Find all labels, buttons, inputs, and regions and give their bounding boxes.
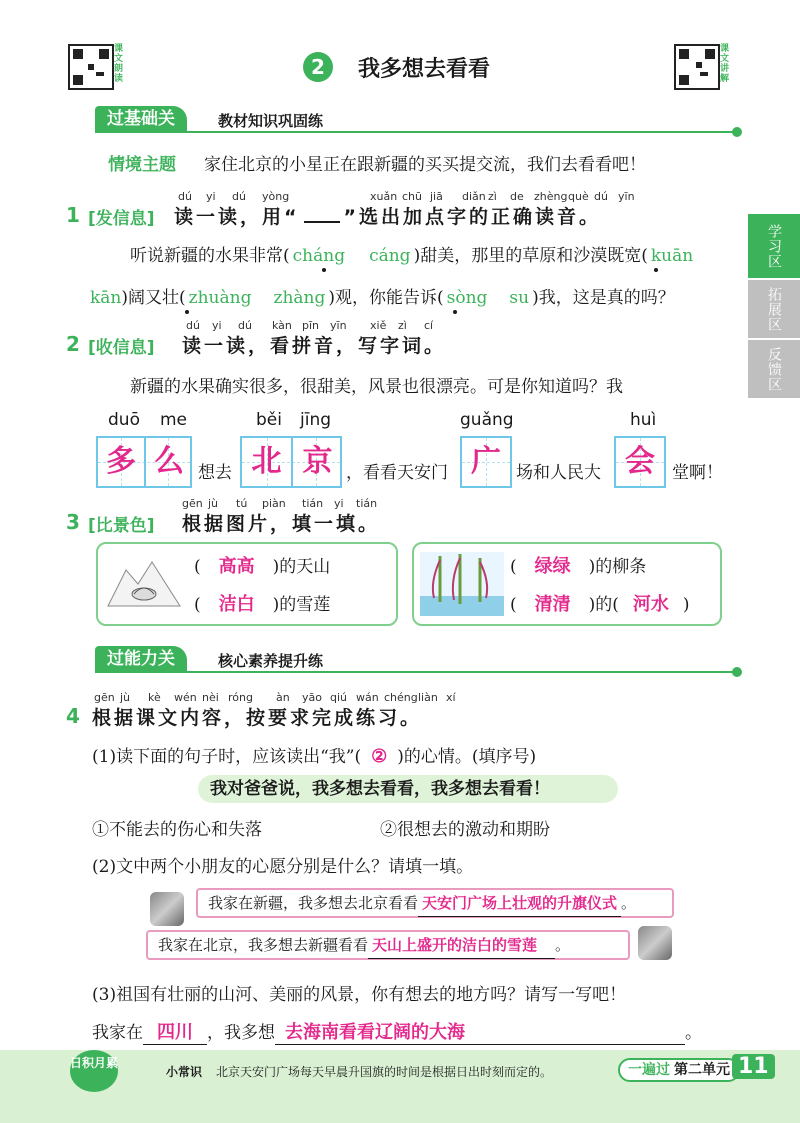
char-guang[interactable]: 广 <box>471 444 501 479</box>
text: )的柳条 <box>588 557 647 577</box>
section-basic-subtitle: 教材知识巩固练 <box>218 112 324 130</box>
section-dot-icon <box>732 127 742 137</box>
text: ) <box>682 595 690 615</box>
pinyin-syllable: kè <box>148 691 161 704</box>
char-hui[interactable]: 会 <box>625 444 655 479</box>
pinyin-bei: běi <box>256 410 282 430</box>
text: 。 <box>555 936 571 954</box>
question-2-tag: [收信息] <box>88 338 155 358</box>
pinyin-syllable: tián <box>302 497 324 510</box>
pinyin-syllable: xí <box>446 691 456 704</box>
text: 我家在 <box>92 1023 143 1043</box>
section-ability-tab: 过能力关 <box>95 646 187 672</box>
pinyin-duo: duō <box>108 410 140 430</box>
question-4-number: 4 <box>66 704 80 728</box>
answer-qingqing[interactable]: 清清 <box>534 594 571 615</box>
char-duo[interactable]: 多 <box>106 444 136 479</box>
heshui-line: ( 清清 )的( 河水 ) <box>510 594 690 615</box>
pinyin-syllable: dú <box>186 319 200 332</box>
scenario-text: 家住北京的小星正在跟新疆的买买提交流，我们去看看吧！ <box>204 155 646 175</box>
option-1[interactable]: ①不能去的伤心和失落 <box>92 820 262 840</box>
text: )观，你能告诉( <box>328 288 444 308</box>
pinyin-syllable: jù <box>208 497 219 510</box>
part-1-prompt <box>92 742 536 767</box>
answer-lvlv[interactable]: 绿绿 <box>534 556 571 577</box>
question-1-number: 1 <box>66 203 80 227</box>
pinyin-syllable: cí <box>424 319 434 332</box>
answer-gaogao[interactable]: 高高 <box>218 556 255 577</box>
tianshan-line: ( 高高 )的天山 <box>194 556 331 577</box>
text-kankan-tiananmen: ，看看天安门 <box>346 463 448 483</box>
pinyin-syllable: xiě <box>370 319 387 332</box>
answer-heshui[interactable]: 河水 <box>632 594 669 615</box>
text: 。 <box>621 894 637 912</box>
char-jing[interactable]: 京 <box>302 444 333 479</box>
pinyin-syllable: dú <box>178 190 192 203</box>
child-avatar-beijing <box>638 926 672 960</box>
side-tab-extend[interactable]: 拓展区 <box>748 280 800 338</box>
text: (1)读下面的句子时，应该读出“我”( <box>92 747 362 767</box>
pinyin-syllable: piàn <box>262 497 286 510</box>
text: )的雪莲 <box>272 595 331 615</box>
pinyin-syllable: yīn <box>618 190 635 203</box>
answer-jiebai[interactable]: 洁白 <box>218 594 255 615</box>
lesson-number: 2 <box>303 52 333 82</box>
text-xiangqu: 想去 <box>198 463 232 483</box>
emphasis-dot <box>322 268 326 272</box>
text-tang-a: 堂啊！ <box>672 463 723 483</box>
text: )我，这是真的吗？ <box>532 288 675 308</box>
pinyin-syllable: zì <box>398 319 407 332</box>
question-1-instruction <box>174 202 601 229</box>
pinyin-syllable: qiú <box>330 691 348 704</box>
section-divider <box>95 131 735 133</box>
tip-label: 小常识 <box>166 1065 203 1079</box>
question-4-instruction: 根据课文内容，按要求完成练习。 <box>92 707 423 729</box>
pinyin-syllable: tián <box>356 497 378 510</box>
tip-text: 北京天安门广场每天早晨升国旗的时间是根据日出时刻而定的。 <box>216 1065 553 1079</box>
quote-sentence: 我对爸爸说，我多想去看看，我多想去看看！ <box>198 775 618 803</box>
answer-hometown[interactable]: 四川 <box>143 1018 207 1045</box>
pinyin-syllable: liàn <box>418 691 438 704</box>
pinyin-syllable: àn <box>276 691 290 704</box>
pinyin-guang: guǎng <box>460 410 514 430</box>
pinyin-jing: jīng <box>300 410 332 430</box>
pinyin-hui: huì <box>630 410 657 430</box>
pinyin-syllable: zhèng <box>534 190 568 203</box>
instruction-part-b: ”选出加点字的正确读音。 <box>343 206 601 228</box>
scenario-label: 情境主题 <box>108 155 176 175</box>
question-2-line-1: 新疆的水果确实很多，很甜美，风景也很漂亮。可是你知道吗？我 <box>130 377 623 397</box>
pinyin-syllable: xuǎn <box>370 190 398 203</box>
pinyin-syllable: què <box>568 190 589 203</box>
answer-wish-1[interactable]: 天安门广场上壮观的升旗仪式 <box>418 890 621 917</box>
char-bei[interactable]: 北 <box>251 444 282 479</box>
text: )甜美，那里的草原和沙漠既宽( <box>413 246 648 266</box>
answer-part-1[interactable]: ② <box>371 746 388 767</box>
question-2-instruction: 读一读，看拼音，写字词。 <box>182 335 447 357</box>
pinyin-syllable: yi <box>212 319 222 332</box>
section-divider <box>95 671 735 673</box>
pinyin-syllable: yīn <box>330 319 347 332</box>
page-number: 11 <box>732 1054 775 1079</box>
wish-xinjiang <box>196 888 674 918</box>
pinyin-syllable: yi <box>206 190 216 203</box>
char-box-duome <box>96 436 192 488</box>
pinyin-syllable: tú <box>236 497 248 510</box>
option-chang[interactable]: cháng <box>292 246 346 266</box>
part-2-prompt: (2)文中两个小朋友的心愿分别是什么？请填一填。 <box>92 857 474 877</box>
lesson-title: 我多想去看看 <box>358 57 491 82</box>
footer-tip <box>166 1063 552 1080</box>
answer-wish-2[interactable]: 天山上盛开的洁白的雪莲 <box>368 932 555 959</box>
char-me[interactable]: 么 <box>154 444 184 479</box>
text: 听说新疆的水果非常( <box>130 246 290 266</box>
part-3-answer-line <box>92 1018 702 1045</box>
question-2-number: 2 <box>66 332 80 356</box>
pinyin-syllable: zì <box>488 190 497 203</box>
pinyin-syllable: gēn <box>182 497 203 510</box>
pinyin-syllable: diǎn <box>462 190 486 203</box>
pinyin-syllable: yòng <box>262 190 290 203</box>
text: 。 <box>685 1023 702 1043</box>
brand-logo: 一遍过 <box>628 1062 670 1078</box>
option-2[interactable]: ②很想去的激动和期盼 <box>380 820 550 840</box>
option-su[interactable]: su <box>509 288 530 308</box>
text: )的天山 <box>272 557 331 577</box>
option-cang[interactable]: cáng <box>369 246 411 266</box>
liutiao-line: ( 绿绿 )的柳条 <box>510 556 647 577</box>
pinyin-me: me <box>160 410 188 430</box>
liutiao-box <box>412 542 722 626</box>
pinyin-syllable: de <box>510 190 524 203</box>
side-tab-feedback[interactable]: 反馈区 <box>748 340 800 398</box>
pinyin-syllable: dú <box>232 190 246 203</box>
pinyin-syllable: nèi <box>202 691 219 704</box>
emphasis-dot <box>453 310 457 314</box>
question-3-tag: [比景色] <box>88 516 155 536</box>
option-zhuang[interactable]: zhuàng <box>188 288 252 308</box>
text: 我家在北京，我多想去新疆看看 <box>158 936 369 954</box>
section-basic-tab: 过基础关 <box>95 106 187 132</box>
pinyin-syllable: dú <box>238 319 252 332</box>
pinyin-syllable: kàn <box>272 319 292 332</box>
unit-label: 第二单元 <box>674 1062 730 1078</box>
pinyin-syllable: jiā <box>430 190 443 203</box>
pinyin-syllable: yi <box>334 497 344 510</box>
pinyin-syllable: wén <box>174 691 197 704</box>
text: )的心情。(填序号) <box>397 747 537 767</box>
text: ，我多想 <box>207 1023 275 1043</box>
section-ability-subtitle: 核心素养提升练 <box>218 652 324 670</box>
section-basic-bar <box>60 106 740 132</box>
qr-left-caption: 课文朗读 <box>114 44 124 84</box>
side-tab-study[interactable]: 学习区 <box>748 214 800 278</box>
child-avatar-xinjiang <box>150 892 184 926</box>
char-box-beijing <box>240 436 342 488</box>
question-3-instruction: 根据图片，填一填。 <box>182 513 381 535</box>
question-1-line-1 <box>130 241 696 266</box>
pinyin-syllable: jù <box>120 691 131 704</box>
wish-beijing <box>146 930 630 960</box>
answer-destination[interactable]: 去海南看看辽阔的大海 <box>275 1018 685 1045</box>
text-chang-renmin: 场和人民大 <box>516 463 601 483</box>
pinyin-syllable: wán <box>356 691 379 704</box>
section-dot-icon <box>732 667 742 677</box>
char-box-guang <box>460 436 512 488</box>
text: )阔又壮( <box>121 288 186 308</box>
option-kuan[interactable]: kuān <box>650 246 694 266</box>
pinyin-syllable: chū <box>402 190 422 203</box>
willow-river-illustration <box>420 552 504 616</box>
option-song[interactable]: sòng <box>446 288 488 308</box>
question-1-line-2 <box>90 283 675 308</box>
section-ability-bar <box>60 646 740 672</box>
pinyin-syllable: róng <box>228 691 253 704</box>
qr-code-left[interactable] <box>68 44 114 90</box>
question-3-number: 3 <box>66 510 80 534</box>
emphasis-dot <box>654 268 658 272</box>
pinyin-syllable: pīn <box>302 319 320 332</box>
pinyin-syllable: gēn <box>94 691 115 704</box>
tianshan-box <box>96 542 398 626</box>
question-1-tag: [发信息] <box>88 209 155 229</box>
footer-badge: 日积月累 <box>70 1050 118 1092</box>
part-3-prompt: (3)祖国有壮丽的山河、美丽的风景，你有想去的地方吗？请写一写吧！ <box>92 985 627 1005</box>
snow-mountain-illustration <box>104 552 184 616</box>
footer-unit <box>618 1058 740 1082</box>
qr-right-caption: 课文讲解 <box>720 44 730 84</box>
pinyin-syllable: yāo <box>302 691 322 704</box>
text: )的( <box>588 595 619 615</box>
pinyin-syllable: dú <box>594 190 608 203</box>
emphasis-dot <box>185 310 189 314</box>
qr-code-right[interactable] <box>674 44 720 90</box>
pinyin-syllable: chéng <box>384 691 418 704</box>
xuelian-line: ( 洁白 )的雪莲 <box>194 594 331 615</box>
instruction-part-a: 读一读，用“ <box>174 206 300 228</box>
option-kan[interactable]: kān <box>90 288 122 308</box>
text: 我家在新疆，我多想去北京看看 <box>208 894 419 912</box>
dot-underline-blank <box>304 221 340 223</box>
option-zhang[interactable]: zhàng <box>273 288 326 308</box>
char-box-hui <box>614 436 666 488</box>
